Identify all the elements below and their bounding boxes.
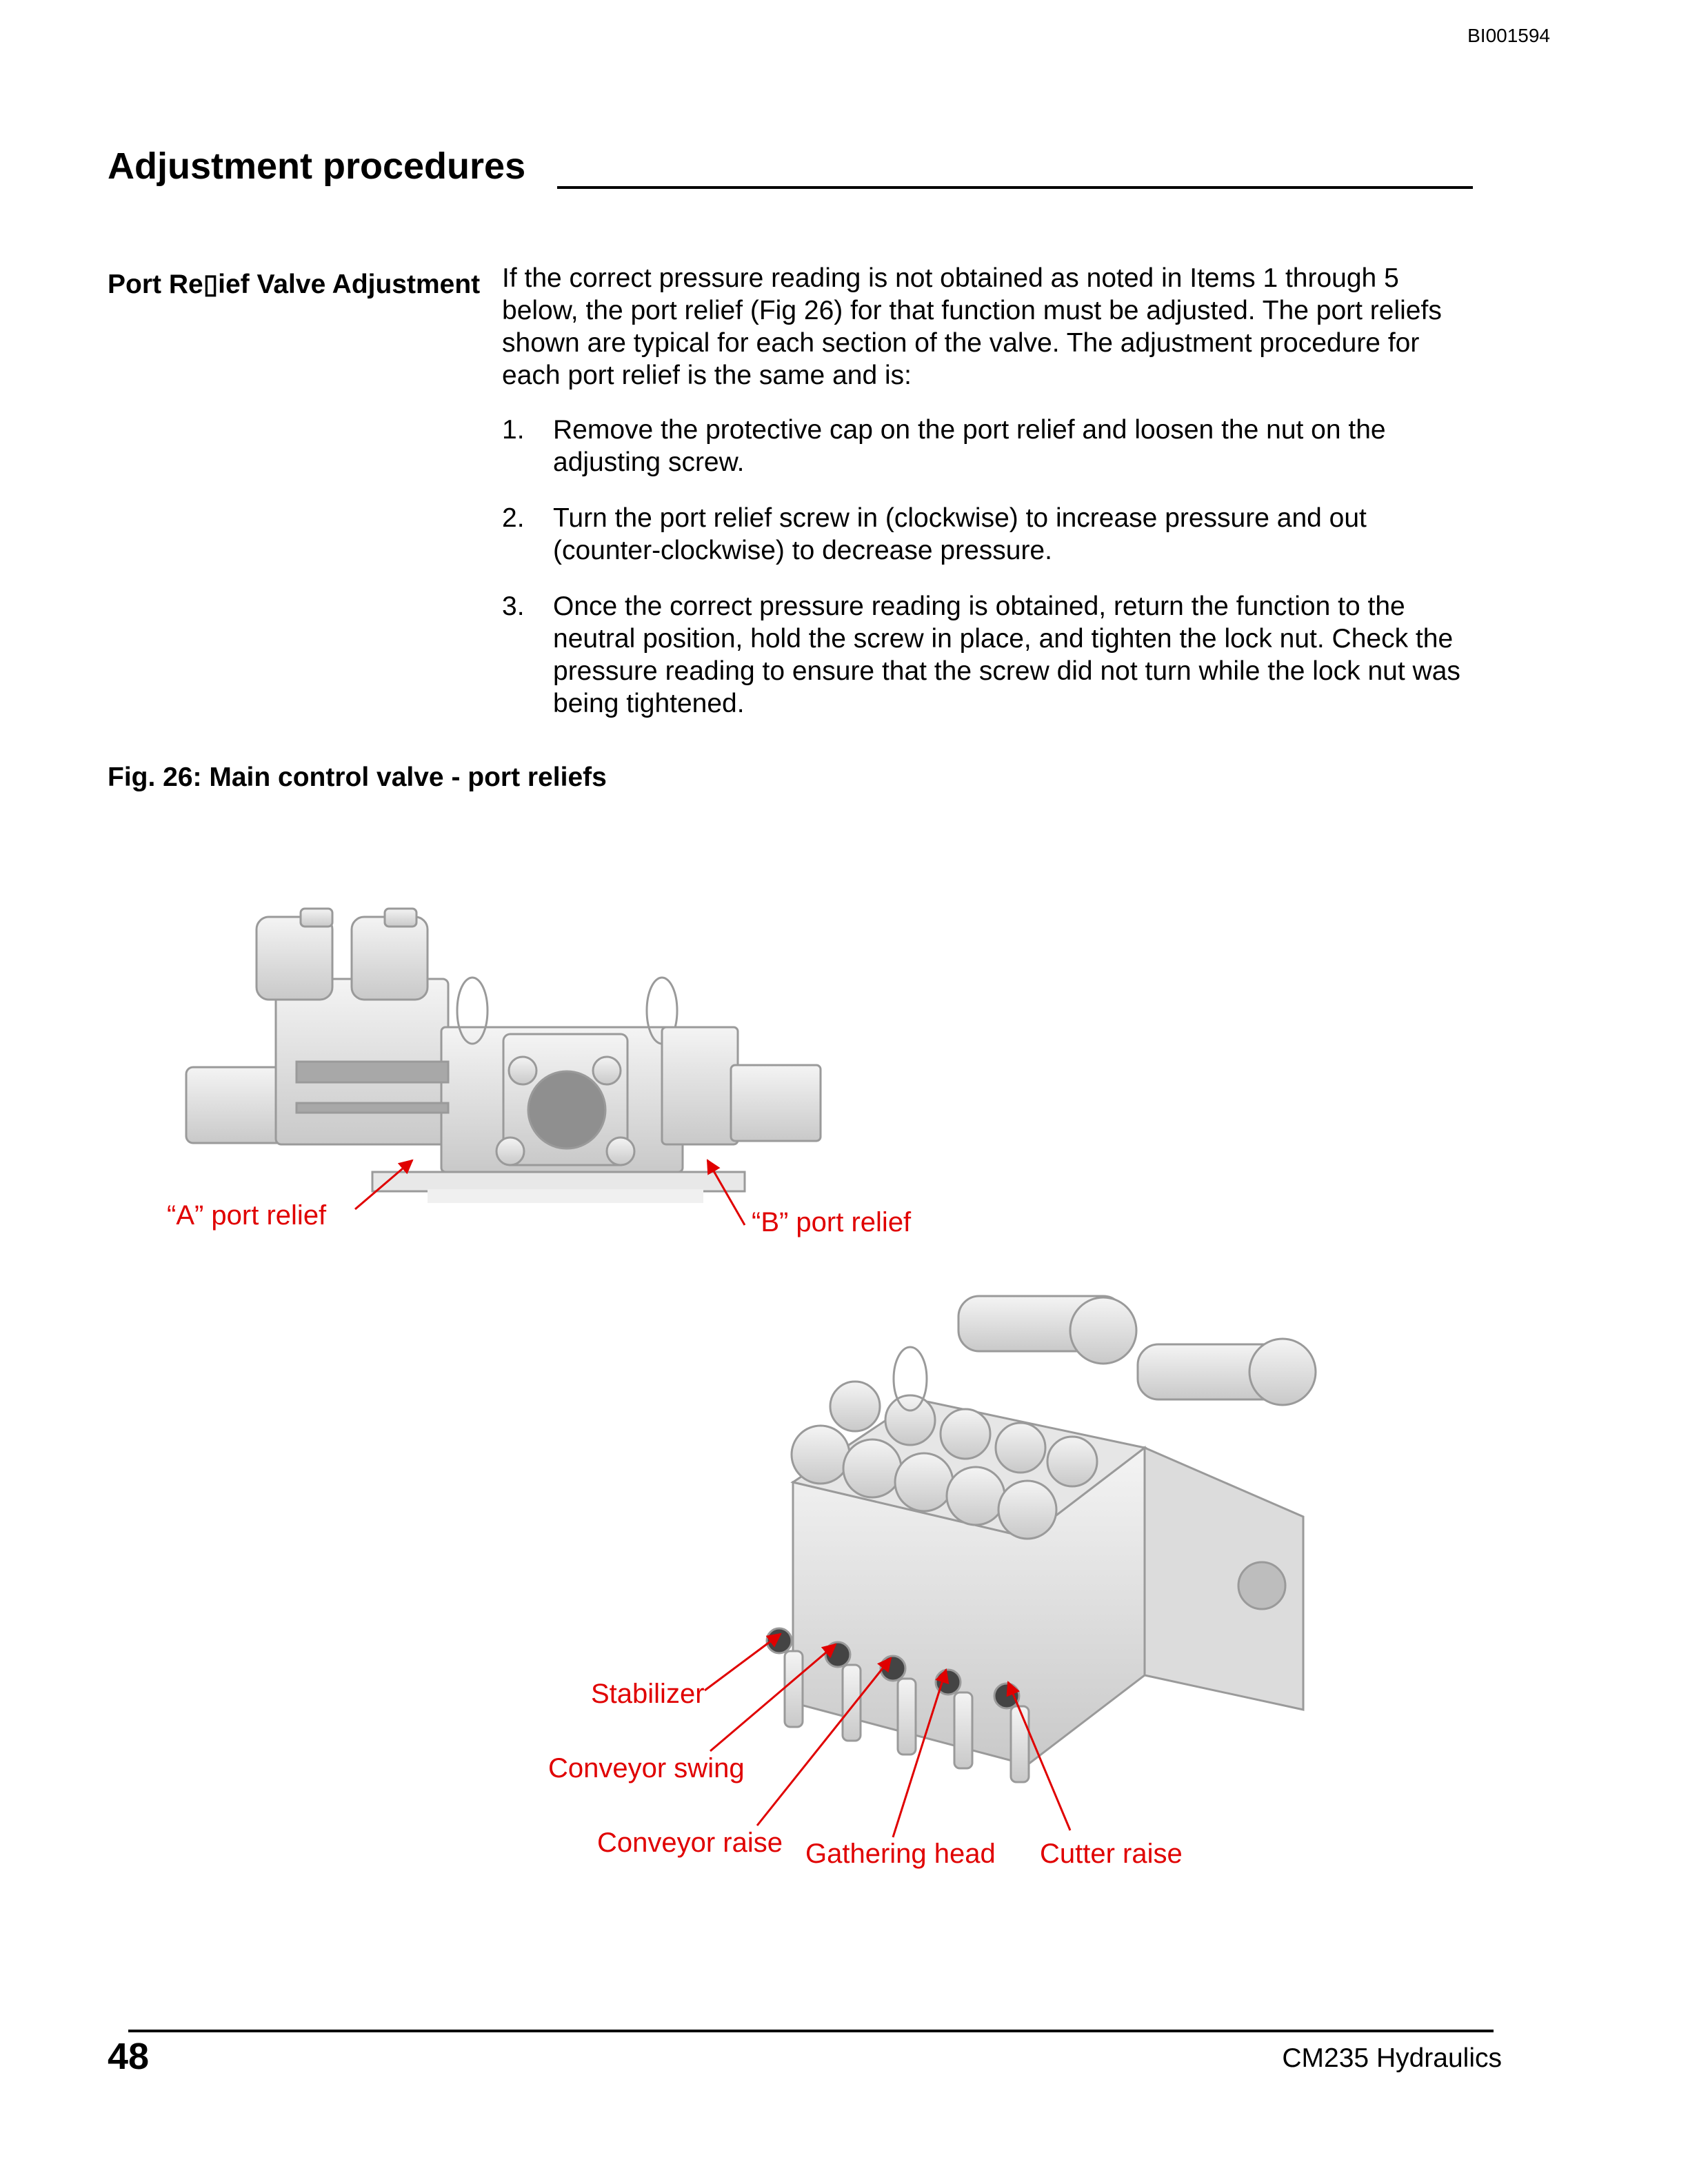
page-number: 48 — [108, 2036, 150, 2077]
callout-stabilizer: Stabilizer — [591, 1679, 705, 1709]
figure-caption: Fig. 26: Main control valve - port reliefs — [108, 762, 607, 792]
title-rule — [557, 186, 1473, 189]
step-text: Once the correct pressure reading is obtained, return the function to the neutral position, hold the screw in place, and tighten the lock nut. Check the pressure reading to ensure that the screw did not turn while the lock nut was being tightened. — [553, 592, 1460, 718]
callout-conveyor-raise: Conveyor raise — [597, 1828, 783, 1858]
callout-conveyor-swing: Conveyor swing — [548, 1753, 745, 1783]
valve-side-view — [186, 909, 821, 1203]
valve-figure — [0, 862, 1688, 1937]
callout-b-port-relief: “B” port relief — [752, 1207, 912, 1237]
section-header — [108, 145, 1473, 193]
step-number: 2. — [502, 503, 525, 533]
step-number: 3. — [502, 592, 525, 621]
step-item — [502, 414, 1481, 478]
step-text: Turn the port relief screw in (clockwise) to increase pressure and out (counter-clockwise) to decrease pressure. — [553, 503, 1367, 565]
callout-a-port-relief: “A” port relief — [167, 1200, 327, 1231]
footer-rule — [128, 2030, 1494, 2032]
callout-gathering-head: Gathering head — [805, 1839, 996, 1869]
step-text: Remove the protective cap on the port relief and loosen the nut on the adjusting screw. — [553, 415, 1386, 477]
document-id: BI001594 — [1467, 25, 1550, 46]
intro-paragraph: If the correct pressure reading is not obtained as noted in Items 1 through 5 below, the port relief (Fig 26) for that function must be adjusted. The port reliefs shown are typical for each section of the valve. The adjustment procedure for each port relief is the same and is: — [502, 263, 1442, 390]
footer-doc-title: CM235 Hydraulics — [1282, 2043, 1502, 2073]
callout-cutter-raise: Cutter raise — [1040, 1839, 1183, 1869]
step-number: 1. — [502, 415, 525, 445]
side-heading: Port Re▯ief Valve Adjustment — [108, 270, 481, 299]
procedure-steps — [502, 414, 1481, 743]
step-item — [502, 590, 1481, 720]
section-title: Adjustment procedures — [108, 145, 526, 187]
step-item — [502, 502, 1481, 567]
